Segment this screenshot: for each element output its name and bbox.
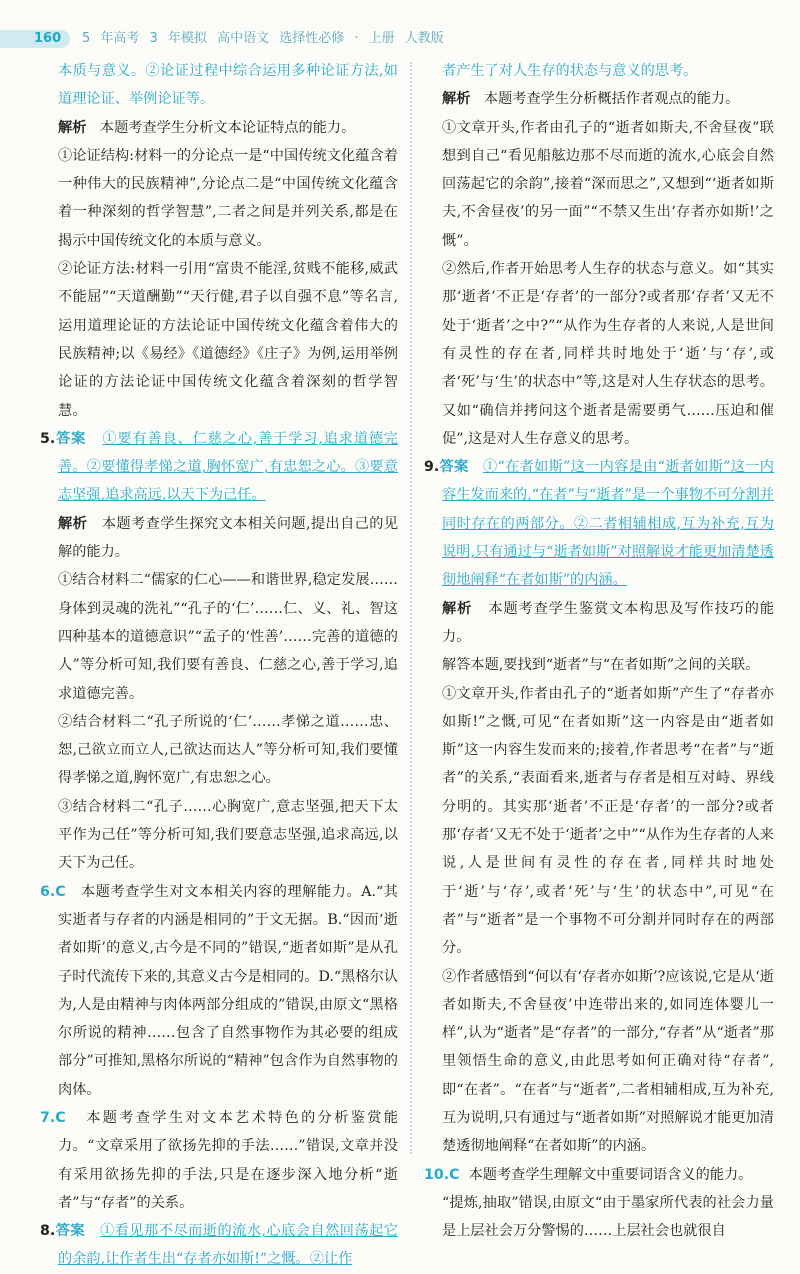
analysis-label: 解析 (58, 515, 88, 532)
analysis-point-1: “提炼,抽取”错误,由原文“由于墨家所代表的社会力量是上层社会万分警惕的……上层社会也就很自 (442, 1194, 774, 1240)
column-divider (410, 62, 412, 1154)
page-number: 160 (34, 31, 62, 46)
page-header (0, 0, 800, 48)
analysis-para (40, 510, 398, 567)
analysis-point-3: ③结合材料二“孔子……心胸宽广,意志坚强,把天下太平作为己任”等分析可知,我们要意志坚强,追求高远,以天下为己任。 (58, 798, 398, 872)
analysis-para (40, 114, 398, 142)
question-number: 7.C (40, 1109, 66, 1126)
analysis-para (424, 595, 774, 652)
question-number: 9. (424, 459, 440, 476)
analysis-point-1: ①文章开头,作者由孔子的“逝者如斯”产生了“存者亦如斯!”之慨,可见“在者如斯”这一内容是由“逝者如斯”这一内容生发而来的;接着,作者思考“在者”与“逝者”的关系,“表面看来,逝者与存者是相互对峙、界线分明的。其实那‘逝者’不正是‘存者’的一部分?或者那‘存者’又无不处于‘逝者’之中”“从作为生存者的人来说,人是世间有灵性的存在者,同样共时地处于‘逝’与‘存’,或者‘死’与‘生’的状态中”,可见“在者”与“逝者”是一个事物不可分割并同时存在的两部分。 (442, 685, 774, 957)
answer-label: 答案 (439, 459, 469, 476)
question-8-answer (40, 1217, 398, 1274)
answer-text: ①看见那不尽而逝的流水,心底会自然回荡起它的余韵,让作者生出“存者亦如斯!”之慨。②让作 (58, 1223, 398, 1268)
answer-text: ①“在者如斯”这一内容是由“逝者如斯”这一内容生发而来的,“在者”与“逝者”是一个事物不可分割并同时存在的两部分。②二者相辅相成,互为补充,互为说明,只有通过与“逝者如斯”对照解说才能更加清楚透彻地阐释“在者如斯”的内涵。 (442, 459, 774, 589)
analysis-text: 本题考查学生分析概括作者观点的能力。 (483, 91, 740, 108)
answer-label: 答案 (55, 430, 87, 447)
question-text: 本题考查学生对文本艺术特色的分析鉴赏能力。“文章采用了欲扬先抑的手法……”错误,文章并没有采用欲扬先抑的手法,只是在逐步深入地分析“逝者”与“存者”的关系。 (58, 1109, 398, 1211)
answer-continuation: 本质与意义。②论证过程中综合运用多种论证方法,如道理论证、举例论证等。 (58, 63, 398, 108)
analysis-label: 解析 (442, 600, 473, 617)
right-column (424, 57, 774, 1245)
analysis-label: 解析 (442, 91, 471, 108)
analysis-intro: 解答本题,要找到“逝者”与“在者如斯”之间的关联。 (442, 657, 760, 674)
analysis-point-2: ②作者感悟到“何以有‘存者亦如斯’?应该说,它是从‘逝者如斯夫,不舍昼夜’中连带出来的,如同连体婴儿一样”,认为“逝者”是“存者”的一部分,“存者”从“逝者”那里领悟生命的意义,由此思考如何正确对待“存者”,即“在者”。“在者”与“逝者”,二者相辅相成,互为补充,互为说明,只有通过与“逝者如斯”对照解说才能更加清楚透彻地阐释“在者如斯”的内涵。 (442, 968, 774, 1155)
analysis-para (424, 85, 774, 113)
question-number: 10.C (424, 1166, 460, 1183)
question-number: 5. (40, 430, 56, 447)
question-number: 6.C (40, 883, 66, 900)
answer-continuation: 者产生了对人生存的状态与意义的思考。 (442, 63, 698, 79)
question-9-answer (424, 453, 774, 594)
analysis-point-2: ②结合材料二“孔子所说的‘仁’……孝悌之道……忠、恕,己欲立而立人,己欲达而达人”等分析可知,我们要懂得孝悌之道,胸怀宽广,有忠恕之心。 (58, 713, 398, 787)
question-10 (424, 1161, 774, 1189)
analysis-point-2: ②然后,作者开始思考人生存的状态与意义。如“其实那‘逝者’不正是‘存者’的一部分?或者那‘存者’又无不处于‘逝者’之中?”“从作为生存者的人来说,人是世间有灵性的存在者,同样共时地处于‘逝’与‘存’,或者‘死’与‘生’的状态中”等,这是对人生存状态的思考。又如“确信并拷问这个逝者是需要勇气……压迫和催促”,这是对人生存意义的思考。 (442, 261, 774, 447)
analysis-point-1: ①论证结构:材料一的分论点一是“中国传统文化蕴含着一种伟大的民族精神”,分论点二是“中国传统文化蕴含着一种深刻的哲学智慧”,二者之间是并列关系,都是在揭示中国传统文化的本质与意义。 (58, 147, 398, 249)
analysis-text: 本题考查学生探究文本相关问题,提出自己的见解的能力。 (58, 515, 399, 561)
answer-text: ①要有善良、仁慈之心,善于学习,追求道德完善。②要懂得孝悌之道,胸怀宽广,有忠恕之心。③要意志坚强,追求高远,以天下为己任。 (58, 430, 398, 504)
book-title: 5 年高考 3 年模拟 高中语文 选择性必修 · 上册 人教版 (82, 31, 444, 46)
analysis-point-1: ①结合材料二“儒家的仁心——和谐世界,稳定发展……身体到灵魂的洗礼”“孔子的‘仁’……仁、义、礼、智这四种基本的道德意识”“孟子的‘性善’……完善的道德的人”等分析可知,我们要有善良、仁慈之心,善于学习,追求道德完善。 (58, 572, 398, 702)
question-5-answer (40, 425, 398, 510)
question-7 (40, 1104, 398, 1217)
analysis-point-1: ①文章开头,作者由孔子的“逝者如斯夫,不舍昼夜”联想到自己“看见船舷边那不尽而逝的流水,心底会自然回荡起它的余韵”,接着“深而思之”,又想到“‘逝者如斯夫,不舍昼夜’的另一面”“不禁又生出‘存者亦如斯!’之慨”。 (442, 119, 774, 249)
analysis-label: 解析 (58, 119, 87, 136)
analysis-text: 本题考查学生鉴赏文本构思及写作技巧的能力。 (442, 600, 774, 645)
question-6 (40, 878, 398, 1104)
question-text: 本题考查学生对文本相关内容的理解能力。A.“其实逝者与存者的内涵是相同的”于文无据。B.“因而‘逝者如斯’的意义,古今是不同的”错误,“逝者如斯”是从孔子时代流传下来的,其意义古今是相同的。D.“黑格尔认为,人是由精神与肉体两部分组成的”错误,由原文“黑格尔所说的精神……包含了自然事物作为其必要的组成部分”可推知,黑格尔所说的“精神”包含作为自然事物的肉体。 (58, 883, 398, 1098)
answer-label: 答案 (55, 1223, 86, 1240)
question-text: 本题考查学生理解文中重要词语含义的能力。 (468, 1166, 753, 1183)
analysis-point-2: ②论证方法:材料一引用“富贵不能淫,贫贱不能移,威武不能屈”“天道酬勤”“天行健,君子以自强不息”等名言,运用道理论证的方法论证中国传统文化蕴含着伟大的民族精神;以《易经》《道德经》《庄子》为例,运用举例论证的方法论证中国传统文化蕴含着深刻的哲学智慧。 (58, 261, 398, 419)
analysis-text: 本题考查学生分析文本论证特点的能力。 (99, 119, 356, 136)
question-number: 8. (40, 1223, 56, 1240)
left-column (40, 57, 398, 1274)
